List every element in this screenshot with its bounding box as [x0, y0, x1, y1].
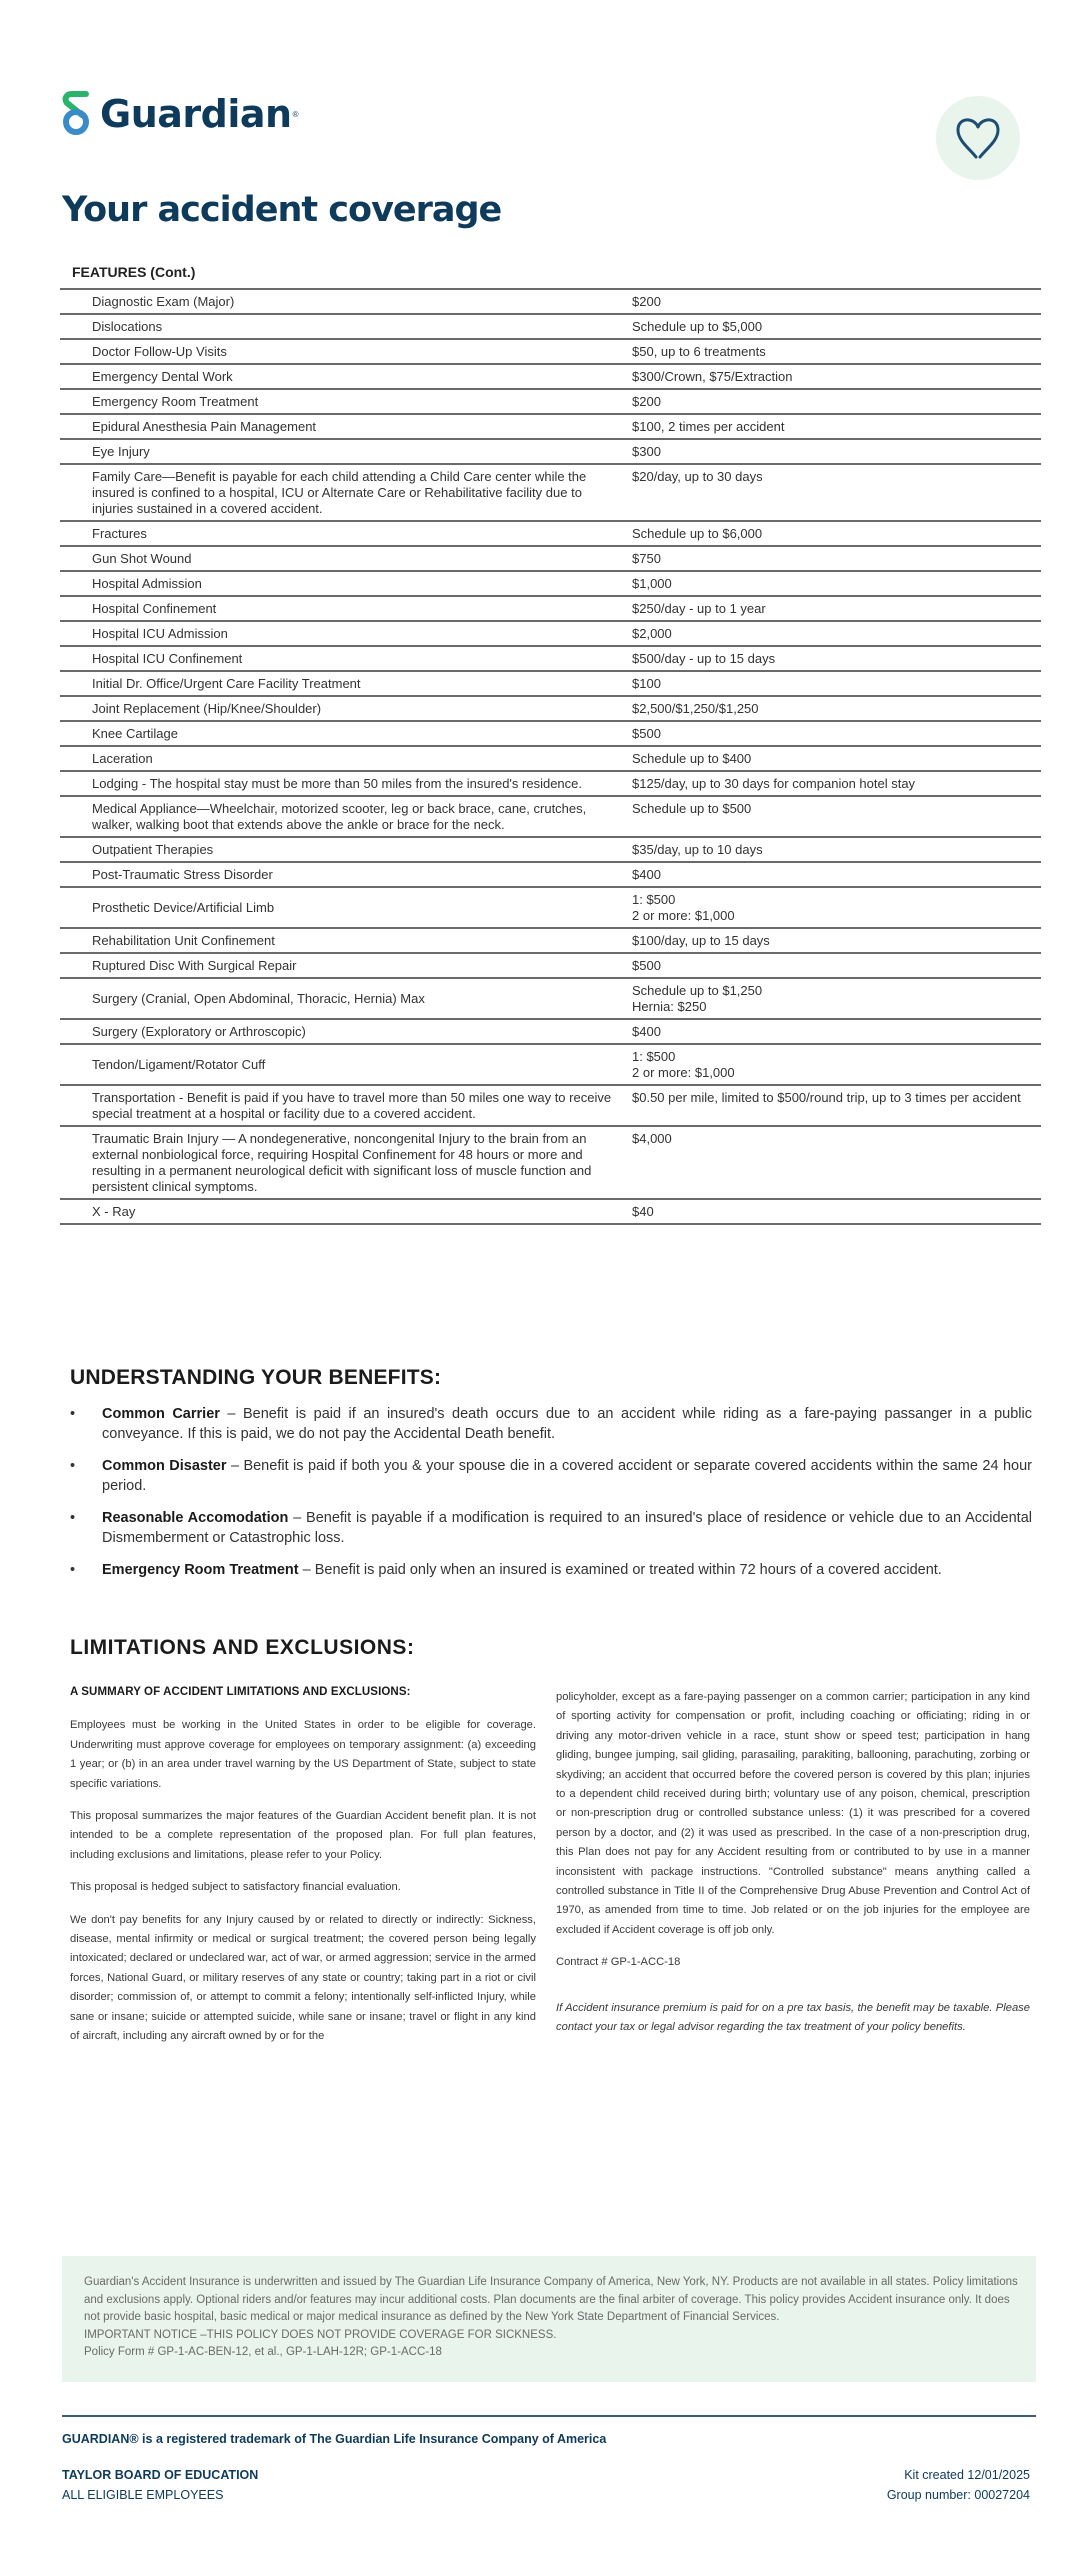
- feature-value-line: $500: [632, 726, 661, 741]
- feature-value: [632, 862, 1041, 887]
- table-row: [60, 1199, 1041, 1224]
- feature-value: [632, 464, 1041, 521]
- tax-note: If Accident insurance premium is paid for on a pre tax basis, the benefit may be taxable. Please contact your tax or legal advisor regarding the tax treatment of your policy benefits.: [556, 2001, 1030, 2034]
- feature-name: Hospital Confinement: [60, 596, 632, 621]
- feature-value: [632, 546, 1041, 571]
- footer-group-info: [62, 2465, 258, 2505]
- feature-value-line: 1: $500: [632, 892, 676, 907]
- limitations-paragraph: This proposal summarizes the major features of the Guardian Accident benefit plan. It is not intended to be a complete representation of the proposed plan. For full plan features, including exclusions and limitations, please refer to your Policy.: [70, 1810, 536, 1861]
- feature-name: Joint Replacement (Hip/Knee/Shoulder): [60, 696, 632, 721]
- limitations-paragraph: Employees must be working in the United States in order to be eligible for coverage. Underwriting must approve coverage for employees on temporary assignment: (a) exceeding 1 year; or (b) in an area under travel warning by the US Department of State, subject to state specific variations.: [70, 1719, 536, 1790]
- feature-value: [632, 621, 1041, 646]
- table-row: [60, 953, 1041, 978]
- limitations-right-column: [556, 1688, 1030, 2051]
- feature-name: Eye Injury: [60, 439, 632, 464]
- group-number: Group number: 00027204: [886, 2488, 1030, 2502]
- feature-name: Tendon/Ligament/Rotator Cuff: [60, 1044, 632, 1085]
- feature-value: [632, 696, 1041, 721]
- feature-name: Hospital ICU Admission: [60, 621, 632, 646]
- organization-name: TAYLOR BOARD OF EDUCATION: [62, 2468, 259, 2482]
- feature-value-line: $35/day, up to 10 days: [632, 842, 763, 857]
- feature-value: [632, 928, 1041, 953]
- benefit-term: Common Carrier: [102, 1406, 220, 1422]
- feature-value-line: $200: [632, 394, 661, 409]
- feature-name: Post-Traumatic Stress Disorder: [60, 862, 632, 887]
- limitations-left-column: [70, 1683, 536, 2060]
- feature-value-line: $100/day, up to 15 days: [632, 933, 770, 948]
- feature-name: Surgery (Exploratory or Arthroscopic): [60, 1019, 632, 1044]
- feature-value-line: $100, 2 times per accident: [632, 419, 785, 434]
- feature-value: [632, 339, 1041, 364]
- feature-value: [632, 571, 1041, 596]
- feature-value-line: 2 or more: $1,000: [632, 908, 735, 923]
- table-row: [60, 389, 1041, 414]
- limitations-title: LIMITATIONS AND EXCLUSIONS:: [70, 1636, 415, 1659]
- feature-value: [632, 953, 1041, 978]
- benefits-list: [70, 1404, 1032, 1592]
- feature-value-line: $300/Crown, $75/Extraction: [632, 369, 793, 384]
- limitations-paragraph: policyholder, except as a fare-paying passenger on a common carrier; participation in any kind of sporting activity for compensation or profit, including coaching or officiating; riding in or driving any motor-driven vehicle in a race, stunt show or speed test; participation in hang gliding, bungee jumping, sail gliding, parasailing, parakiting, ballooning, parachuting, zorbing or skydiving; an accident that occurred before the covered person is covered by this plan; injuries to a dependent child received during birth; voluntary use of any poison, chemical, prescription or non-prescription drug or controlled substance unless: (1) it was prescribed for a covered person by a doctor, and (2) it was used as prescribed. In the case of a non-prescription drug, this Plan does not pay for any Accident resulting from or contributed to by use in a manner inconsistent with package instructions. "Controlled substance" means anything called a controlled substance in Title II of the Comprehensive Drug Abuse Prevention and Control Act of 1970, as amended from time to time. Job related or on the job injuries for the employee are excluded if Accident coverage is off job only.: [556, 1691, 1030, 1936]
- limitations-paragraph: We don't pay benefits for any Injury caused by or related to directly or indirectly: Sickness, disease, mental infirmity or medical or surgical treatment; the covered person being legally intoxicated; declared or undeclared war, act of war, or armed aggression; service in the armed forces, National Guard, or military reserves of any state or country; taking part in a riot or civil disorder; commission of, or attempt to commit a felony; intentionally self-inflicted Injury, while sane or insane; suicide or attempted suicide, while sane or insane; travel or flight in any kind of aircraft, including any aircraft owned by or for the: [70, 1913, 536, 2043]
- table-row: [60, 671, 1041, 696]
- feature-name: Surgery (Cranial, Open Abdominal, Thoracic, Hernia) Max: [60, 978, 632, 1019]
- feature-value-line: $125/day, up to 30 days for companion hotel stay: [632, 776, 916, 791]
- feature-name: Knee Cartilage: [60, 721, 632, 746]
- footer-divider: [62, 2415, 1036, 2417]
- table-row: [60, 571, 1041, 596]
- bullet-icon: •: [70, 1406, 76, 1422]
- feature-name: Outpatient Therapies: [60, 837, 632, 862]
- feature-name: Dislocations: [60, 314, 632, 339]
- brand-name: Guardian: [100, 92, 292, 136]
- feature-value: [632, 439, 1041, 464]
- features-table: [60, 288, 1041, 1225]
- table-row: [60, 289, 1041, 314]
- feature-value: [632, 978, 1041, 1019]
- feature-name: Medical Appliance—Wheelchair, motorized scooter, leg or back brace, cane, crutches, walker, walking boot that extends above the ankle or brace for the neck.: [60, 796, 632, 837]
- benefit-item-reasonable-accomodation: [70, 1508, 1032, 1548]
- feature-value-line: $500: [632, 958, 661, 973]
- table-row: [60, 746, 1041, 771]
- table-row: [60, 1126, 1041, 1199]
- feature-value-line: $2,000: [632, 626, 672, 641]
- table-row: [60, 837, 1041, 862]
- table-row: [60, 1044, 1041, 1085]
- page-title: Your accident coverage: [62, 190, 502, 230]
- table-row: [60, 862, 1041, 887]
- understanding-benefits-title: UNDERSTANDING YOUR BENEFITS:: [70, 1366, 442, 1389]
- feature-value: [632, 671, 1041, 696]
- feature-value-line: $300: [632, 444, 661, 459]
- benefit-term: Reasonable Accomodation: [102, 1510, 289, 1526]
- benefit-term: Emergency Room Treatment: [102, 1562, 299, 1578]
- feature-value-line: Schedule up to $6,000: [632, 526, 763, 541]
- feature-value-line: Schedule up to $500: [632, 801, 752, 816]
- bullet-icon: •: [70, 1458, 76, 1474]
- feature-value: [632, 389, 1041, 414]
- important-notice: IMPORTANT NOTICE –THIS POLICY DOES NOT PROVIDE COVERAGE FOR SICKNESS.: [84, 2328, 557, 2341]
- feature-value: [632, 887, 1041, 928]
- feature-value: [632, 364, 1041, 389]
- table-row: [60, 696, 1041, 721]
- feature-value: [632, 837, 1041, 862]
- disclaimer-box: [62, 2256, 1036, 2382]
- table-row: [60, 364, 1041, 389]
- feature-value-line: Schedule up to $1,250: [632, 983, 763, 998]
- feature-name: X - Ray: [60, 1199, 632, 1224]
- table-row: [60, 464, 1041, 521]
- table-row: [60, 978, 1041, 1019]
- benefit-text: – Benefit is paid if an insured's death occurs due to an accident while riding as a fare-paying passanger in a public conveyance. If this is paid, we do not pay the Accidental Death benefit.: [102, 1406, 1032, 1442]
- feature-value-line: 2 or more: $1,000: [632, 1065, 735, 1080]
- heart-icon: [954, 115, 1002, 161]
- feature-value-line: $40: [632, 1204, 654, 1219]
- table-row: [60, 546, 1041, 571]
- feature-value: [632, 1126, 1041, 1199]
- trademark-notice: GUARDIAN® is a registered trademark of The Guardian Life Insurance Company of America: [62, 2432, 607, 2446]
- table-row: [60, 596, 1041, 621]
- feature-value-line: $100: [632, 676, 661, 691]
- table-row: [60, 521, 1041, 546]
- table-row: [60, 339, 1041, 364]
- feature-name: Family Care—Benefit is payable for each child attending a Child Care center while the insured is confined to a hospital, ICU or Alternate Care or Rehabilitative facility due to injuries sustained in a covered accident.: [60, 464, 632, 521]
- feature-value: [632, 1044, 1041, 1085]
- feature-value-line: $750: [632, 551, 661, 566]
- feature-value-line: $50, up to 6 treatments: [632, 344, 766, 359]
- table-row: [60, 1085, 1041, 1126]
- bullet-icon: •: [70, 1562, 76, 1578]
- limitations-subtitle: A SUMMARY OF ACCIDENT LIMITATIONS AND EXCLUSIONS:: [70, 1686, 411, 1698]
- feature-name: Laceration: [60, 746, 632, 771]
- table-row: [60, 771, 1041, 796]
- feature-value-line: 1: $500: [632, 1049, 676, 1064]
- feature-name: Ruptured Disc With Surgical Repair: [60, 953, 632, 978]
- feature-value: [632, 796, 1041, 837]
- feature-value: [632, 1019, 1041, 1044]
- feature-name: Epidural Anesthesia Pain Management: [60, 414, 632, 439]
- table-row: [60, 646, 1041, 671]
- table-row: [60, 796, 1041, 837]
- feature-value: [632, 314, 1041, 339]
- feature-name: Hospital Admission: [60, 571, 632, 596]
- heart-badge: [936, 96, 1020, 180]
- feature-name: Prosthetic Device/Artificial Limb: [60, 887, 632, 928]
- benefit-item-common-disaster: [70, 1456, 1032, 1496]
- table-row: [60, 887, 1041, 928]
- feature-name: Gun Shot Wound: [60, 546, 632, 571]
- feature-value-line: $20/day, up to 30 days: [632, 469, 763, 484]
- benefit-text: – Benefit is paid if both you & your spouse die in a covered accident or separate covered accidents within the same 24 hour period.: [102, 1458, 1032, 1494]
- feature-name: Emergency Dental Work: [60, 364, 632, 389]
- guardian-logo: [62, 90, 298, 138]
- benefit-text: – Benefit is paid only when an insured is examined or treated within 72 hours of a covered accident.: [298, 1562, 942, 1578]
- bullet-icon: •: [70, 1510, 76, 1526]
- feature-value: [632, 1199, 1041, 1224]
- audience: ALL ELIGIBLE EMPLOYEES: [62, 2488, 224, 2502]
- feature-name: Doctor Follow-Up Visits: [60, 339, 632, 364]
- feature-value-line: $2,500/$1,250/$1,250: [632, 701, 759, 716]
- table-row: [60, 314, 1041, 339]
- limitations-paragraph: This proposal is hedged subject to satisfactory financial evaluation.: [70, 1881, 401, 1894]
- feature-value-line: $500/day - up to 15 days: [632, 651, 776, 666]
- benefit-item-emergency-room: [70, 1560, 1032, 1580]
- feature-value-line: Hernia: $250: [632, 999, 707, 1014]
- feature-value-line: $1,000: [632, 576, 672, 591]
- feature-value-line: $400: [632, 1024, 661, 1039]
- feature-value: [632, 646, 1041, 671]
- feature-name: Transportation - Benefit is paid if you have to travel more than 50 miles one way to receive special treatment at a hospital or facility due to a covered accident.: [60, 1085, 632, 1126]
- feature-value: [632, 721, 1041, 746]
- feature-value-line: $4,000: [632, 1131, 672, 1146]
- feature-value: [632, 746, 1041, 771]
- table-row: [60, 721, 1041, 746]
- feature-value: [632, 596, 1041, 621]
- feature-name: Lodging - The hospital stay must be more than 50 miles from the insured's residence.: [60, 771, 632, 796]
- feature-name: Hospital ICU Confinement: [60, 646, 632, 671]
- benefit-text: – Benefit is payable if a modification is required to an insured's place of residence or vehicle due to an Accidental Dismemberment or Catastrophic loss.: [102, 1510, 1032, 1546]
- table-row: [60, 621, 1041, 646]
- feature-value-line: $250/day - up to 1 year: [632, 601, 766, 616]
- benefit-term: Common Disaster: [102, 1458, 227, 1474]
- contract-number: Contract # GP-1-ACC-18: [556, 1956, 681, 1969]
- table-row: [60, 439, 1041, 464]
- table-row: [60, 928, 1041, 953]
- feature-value: [632, 414, 1041, 439]
- feature-value: [632, 521, 1041, 546]
- feature-name: Emergency Room Treatment: [60, 389, 632, 414]
- kit-created-date: Kit created 12/01/2025: [904, 2468, 1030, 2482]
- benefit-item-common-carrier: [70, 1404, 1032, 1444]
- feature-value-line: Schedule up to $400: [632, 751, 752, 766]
- registered-mark: ®: [292, 109, 299, 119]
- disclaimer-text: Guardian's Accident Insurance is underwritten and issued by The Guardian Life Insurance Company of America, New York, NY. Products are not available in all states. Policy limitations and exclusions apply. Optional riders and/or features may incur additional costs. Plan documents are the final arbiter of coverage. This policy provides Accident insurance only. It does not provide basic hospital, basic medical or major medical insurance as defined by the New York State Department of Financial Services.: [84, 2276, 1018, 2323]
- feature-name: Fractures: [60, 521, 632, 546]
- features-heading: FEATURES (Cont.): [72, 264, 196, 280]
- table-row: [60, 414, 1041, 439]
- footer-kit-info: [887, 2465, 1030, 2505]
- table-row: [60, 1019, 1041, 1044]
- guardian-logo-icon: [62, 91, 92, 137]
- feature-value: [632, 289, 1041, 314]
- feature-value: [632, 1085, 1041, 1126]
- feature-name: Initial Dr. Office/Urgent Care Facility Treatment: [60, 671, 632, 696]
- feature-value-line: $400: [632, 867, 661, 882]
- feature-name: Diagnostic Exam (Major): [60, 289, 632, 314]
- feature-name: Rehabilitation Unit Confinement: [60, 928, 632, 953]
- feature-value-line: $0.50 per mile, limited to $500/round trip, up to 3 times per accident: [632, 1090, 1021, 1105]
- feature-name: Traumatic Brain Injury — A nondegenerative, noncongenital Injury to the brain from an external nonbiological force, requiring Hospital Confinement for 48 hours or more and resulting in a permanent neurological deficit with significant loss of muscle function and persistent clinical symptoms.: [60, 1126, 632, 1199]
- feature-value: [632, 771, 1041, 796]
- feature-value-line: Schedule up to $5,000: [632, 319, 763, 334]
- feature-value-line: $200: [632, 294, 661, 309]
- policy-form: Policy Form # GP-1-AC-BEN-12, et al., GP-1-LAH-12R; GP-1-ACC-18: [84, 2346, 442, 2358]
